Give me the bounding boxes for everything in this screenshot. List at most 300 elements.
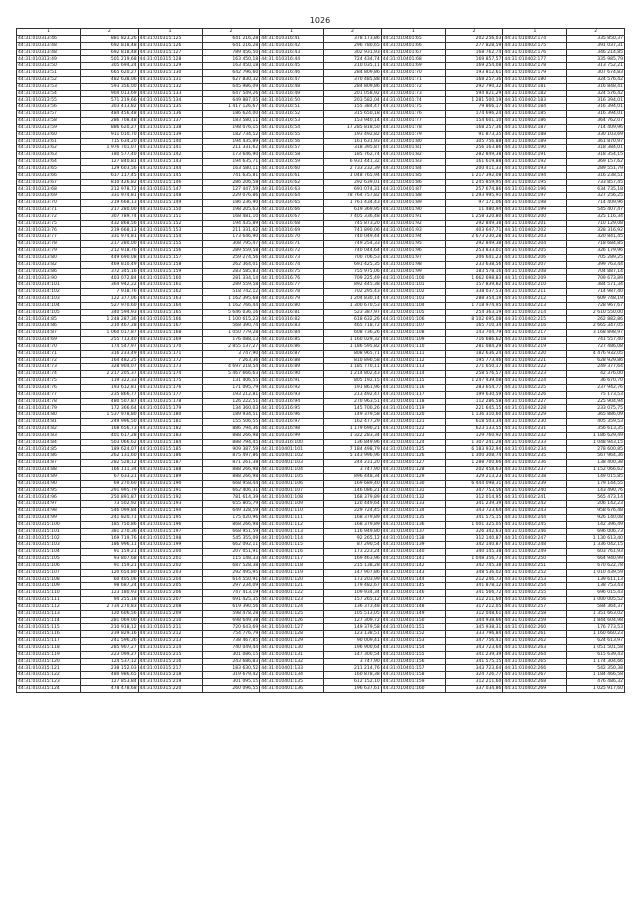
cadastral-value-cell: 542 350,38 bbox=[567, 665, 625, 672]
cadastral-number-cell: 44:31:010315:201 bbox=[138, 555, 202, 562]
cadastral-value-cell: 662 092,11 bbox=[202, 542, 260, 549]
cadastral-value-cell: 700 706,53 bbox=[324, 254, 382, 261]
cadastral-value-cell: 193 212,81 bbox=[202, 391, 260, 398]
header-cell: 2 bbox=[324, 29, 382, 36]
cadastral-value-cell: 710 129,08 bbox=[567, 220, 625, 227]
cadastral-value-cell: 1 293 995,91 bbox=[445, 193, 503, 200]
cadastral-number-cell: 44:31:010316:100 bbox=[260, 439, 324, 446]
cadastral-number-cell: 44:31:010401:134 bbox=[260, 672, 324, 679]
cadastral-value-cell: 136 849,96 bbox=[324, 439, 382, 446]
cadastral-number-cell: 44:31:010315:107 bbox=[17, 569, 81, 576]
table-row bbox=[17, 323, 625, 330]
cadastral-value-cell: 11 480,94 bbox=[445, 206, 503, 213]
cadastral-value-cell: 318 395,87 bbox=[324, 145, 382, 152]
cadastral-number-cell: 44:31:010402:253 bbox=[503, 576, 567, 583]
cadastral-number-cell: 44:31:010402:235 bbox=[503, 453, 567, 460]
cadastral-number-cell: 44:31:010315:135 bbox=[138, 104, 202, 111]
cadastral-value-cell: 147 300,54 bbox=[324, 651, 382, 658]
cadastral-value-cell: 161 619,88 bbox=[445, 159, 503, 166]
cadastral-value-cell: 301 086,15 bbox=[202, 651, 260, 658]
table-row bbox=[17, 70, 625, 77]
cadastral-value-cell: 169 857,57 bbox=[445, 56, 503, 63]
cadastral-number-cell: 44:31:010315:202 bbox=[138, 562, 202, 569]
cadastral-number-cell: 44:31:010315:200 bbox=[138, 549, 202, 556]
cadastral-number-cell: 44:31:010401:84 bbox=[381, 165, 445, 172]
cadastral-number-cell: 44:31:010315:219 bbox=[138, 679, 202, 686]
cadastral-value-cell: 160 878,38 bbox=[324, 672, 382, 679]
cadastral-value-cell: 316 238,51 bbox=[567, 172, 625, 179]
cadastral-value-cell: 212 918,76 bbox=[81, 248, 139, 255]
cadastral-number-cell: 44:31:010402:257 bbox=[503, 603, 567, 610]
cadastral-number-cell: 44:31:010402:260 bbox=[503, 624, 567, 631]
cadastral-value-cell: 281 334,14 bbox=[202, 275, 260, 282]
cadastral-value-cell: 193 812,61 bbox=[445, 70, 503, 77]
cadastral-number-cell: 44:31:010401:136 bbox=[381, 521, 445, 528]
table-row bbox=[17, 234, 625, 241]
cadastral-number-cell: 44:31:010401:140 bbox=[381, 549, 445, 556]
cadastral-value-cell: 253 833,01 bbox=[445, 248, 503, 255]
cadastral-number-cell: 44:31:010314:78 bbox=[17, 398, 81, 405]
cadastral-value-cell: 608 736,26 bbox=[324, 330, 382, 337]
cadastral-value-cell: 145 700,26 bbox=[324, 405, 382, 412]
cadastral-value-cell: 1 247 439,08 bbox=[445, 378, 503, 385]
cadastral-value-cell: 668 951,59 bbox=[202, 528, 260, 535]
cadastral-value-cell: 1 976 701,07 bbox=[81, 145, 139, 152]
cadastral-value-cell: 168 379,89 bbox=[324, 521, 382, 528]
cadastral-number-cell: 44:31:010315:132 bbox=[138, 83, 202, 90]
cadastral-number-cell: 44:31:010402:174 bbox=[503, 35, 567, 42]
cadastral-value-cell: 1 060 017,87 bbox=[81, 330, 139, 337]
cadastral-number-cell: 44:31:010401:150 bbox=[381, 617, 445, 624]
cadastral-number-cell: 44:31:010401:108 bbox=[260, 494, 324, 501]
cadastral-value-cell: 143 704,79 bbox=[445, 330, 503, 337]
cadastral-value-cell: 90 009,41 bbox=[324, 638, 382, 645]
cadastral-value-cell: 235 866,77 bbox=[81, 391, 139, 398]
cadastral-number-cell: 44:31:010314:87 bbox=[17, 460, 81, 467]
cadastral-number-cell: 44:31:010401:135 bbox=[260, 679, 324, 686]
cadastral-value-cell: 702 295,43 bbox=[324, 289, 382, 296]
cadastral-number-cell: 44:31:010314:80 bbox=[17, 412, 81, 419]
cadastral-value-cell: 345 938,31 bbox=[445, 624, 503, 631]
cadastral-value-cell: 449 690,08 bbox=[81, 254, 139, 261]
cadastral-number-cell: 44:31:010402:189 bbox=[503, 138, 567, 145]
cadastral-number-cell: 44:31:010401:74 bbox=[381, 97, 445, 104]
table-row bbox=[17, 254, 625, 261]
cadastral-value-cell: 480 507,87 bbox=[81, 398, 139, 405]
cadastral-number-cell: 44:31:010315:157 bbox=[138, 254, 202, 261]
cadastral-value-cell: 157 839,82 bbox=[445, 282, 503, 289]
cadastral-number-cell: 44:31:010402:237 bbox=[503, 467, 567, 474]
table-row bbox=[17, 638, 625, 645]
cadastral-value-cell: 584 364,37 bbox=[567, 603, 625, 610]
cadastral-value-cell: 286 708,48 bbox=[81, 117, 139, 124]
cadastral-number-cell: 44:31:010401:124 bbox=[381, 439, 445, 446]
table-row bbox=[17, 104, 625, 111]
cadastral-number-cell: 44:31:010315:105 bbox=[17, 555, 81, 562]
cadastral-value-cell: 330 103,69 bbox=[567, 131, 625, 138]
cadastral-value-cell: 691 425,35 bbox=[202, 597, 260, 604]
cadastral-value-cell: 211 214,76 bbox=[324, 665, 382, 672]
cadastral-value-cell: 161 631,93 bbox=[324, 138, 382, 145]
cadastral-value-cell: 545 355,09 bbox=[202, 535, 260, 542]
cadastral-value-cell: 664 940,99 bbox=[567, 555, 625, 562]
cadastral-value-cell: 157 265,12 bbox=[324, 597, 382, 604]
cadastral-value-cell: 1 204 830,14 bbox=[324, 295, 382, 302]
table-row bbox=[17, 282, 625, 289]
cadastral-number-cell: 44:31:010402:206 bbox=[503, 254, 567, 261]
cadastral-value-cell: 1 336 042,15 bbox=[567, 542, 625, 549]
cadastral-number-cell: 44:31:010401:86 bbox=[381, 179, 445, 186]
cadastral-value-cell: 123 138,51 bbox=[324, 631, 382, 638]
cadastral-number-cell: 44:31:010401:157 bbox=[381, 665, 445, 672]
cadastral-number-cell: 44:31:010315:169 bbox=[138, 336, 202, 343]
cadastral-number-cell: 44:31:010315:152 bbox=[138, 220, 202, 227]
cadastral-value-cell: 714 409,96 bbox=[567, 200, 625, 207]
cadastral-number-cell: 44:31:010315:212 bbox=[138, 631, 202, 638]
cadastral-value-cell: 1 152 066,62 bbox=[567, 467, 625, 474]
cadastral-value-cell: 333 796,84 bbox=[445, 631, 503, 638]
cadastral-value-cell: 691 425,35 bbox=[324, 261, 382, 268]
cadastral-number-cell: 44:31:010401:117 bbox=[381, 391, 445, 398]
cadastral-value-cell: 196 637,61 bbox=[324, 686, 382, 693]
cadastral-number-cell: 44:31:010316:84 bbox=[260, 330, 324, 337]
cadastral-number-cell: 44:31:010316:59 bbox=[260, 159, 324, 166]
cadastral-number-cell: 44:31:010316:78 bbox=[260, 289, 324, 296]
cadastral-number-cell: 44:31:010316:75 bbox=[260, 268, 324, 275]
cadastral-value-cell: 297 234,09 bbox=[202, 583, 260, 590]
cadastral-value-cell: 127 447,59 bbox=[202, 186, 260, 193]
table-row bbox=[17, 350, 625, 357]
cadastral-number-cell: 44:31:010316:56 bbox=[260, 138, 324, 145]
header-cell: 1 bbox=[381, 29, 445, 36]
cadastral-value-cell: 348 536,02 bbox=[445, 569, 503, 576]
cadastral-value-cell: 6 183 932,94 bbox=[445, 446, 503, 453]
cadastral-value-cell: 138 400,38 bbox=[567, 460, 625, 467]
cadastral-value-cell: 219 668,13 bbox=[81, 227, 139, 234]
cadastral-value-cell: 244 231,20 bbox=[324, 460, 382, 467]
cadastral-value-cell: 1 162 395,68 bbox=[202, 295, 260, 302]
cadastral-value-cell: 250 891,87 bbox=[81, 494, 139, 501]
cadastral-number-cell: 44:31:010315:187 bbox=[138, 460, 202, 467]
cadastral-value-cell: 203 582,04 bbox=[324, 97, 382, 104]
cadastral-value-cell: 174 696,24 bbox=[445, 111, 503, 118]
cadastral-number-cell: 44:31:010315:208 bbox=[138, 603, 202, 610]
cadastral-number-cell: 44:31:010402:234 bbox=[503, 446, 567, 453]
header-cell: 2 bbox=[202, 29, 260, 36]
header-cell: 1 bbox=[503, 29, 567, 36]
cadastral-number-cell: 44:31:010315:142 bbox=[138, 152, 202, 159]
cadastral-value-cell: 926 140,08 bbox=[567, 514, 625, 521]
cadastral-number-cell: 44:31:010401:88 bbox=[381, 193, 445, 200]
cadastral-value-cell: 337 034,86 bbox=[445, 686, 503, 693]
cadastral-number-cell: 44:31:010316:71 bbox=[260, 241, 324, 248]
cadastral-value-cell: 213 492,47 bbox=[324, 391, 382, 398]
cadastral-value-cell: 7 918,76 bbox=[81, 289, 139, 296]
table-row bbox=[17, 419, 625, 426]
cadastral-number-cell: 44:31:010316:66 bbox=[260, 206, 324, 213]
cadastral-value-cell: 1 537 978,80 bbox=[81, 412, 139, 419]
table-row bbox=[17, 521, 625, 528]
cadastral-number-cell: 44:31:010401:100 bbox=[381, 275, 445, 282]
cadastral-value-cell: 401 617,28 bbox=[81, 432, 139, 439]
cadastral-value-cell: 698 649,38 bbox=[202, 617, 260, 624]
table-row bbox=[17, 686, 625, 693]
cadastral-value-cell: 810 426,82 bbox=[81, 179, 139, 186]
cadastral-value-cell: 645 986,09 bbox=[202, 83, 260, 90]
cadastral-value-cell: 179 482,67 bbox=[324, 583, 382, 590]
cadastral-value-cell: 1 001 325,05 bbox=[445, 521, 503, 528]
cadastral-value-cell: 316 848,41 bbox=[567, 83, 625, 90]
header-cell: 1 bbox=[260, 29, 324, 36]
cadastral-value-cell: 183 578,16 bbox=[445, 268, 503, 275]
cadastral-value-cell: 649 887,05 bbox=[202, 97, 260, 104]
cadastral-number-cell: 44:31:010316:63 bbox=[260, 186, 324, 193]
cadastral-value-cell: 381 270,36 bbox=[81, 528, 139, 535]
cadastral-value-cell: 123 180,93 bbox=[81, 590, 139, 597]
cadastral-number-cell: 44:31:010401:131 bbox=[260, 651, 324, 658]
cadastral-number-cell: 44:31:010401:127 bbox=[260, 624, 324, 631]
cadastral-value-cell: 305 694,24 bbox=[81, 63, 139, 70]
cadastral-number-cell: 44:31:010315:220 bbox=[138, 686, 202, 693]
cadastral-number-cell: 44:31:010401:66 bbox=[381, 42, 445, 49]
cadastral-value-cell: 155 506,55 bbox=[202, 419, 260, 426]
cadastral-number-cell: 44:31:010402:197 bbox=[503, 193, 567, 200]
cadastral-value-cell: 193 492,82 bbox=[324, 131, 382, 138]
cadastral-value-cell: 5 467 666,63 bbox=[202, 371, 260, 378]
cadastral-value-cell: 206 142,23 bbox=[567, 501, 625, 508]
table-row bbox=[17, 597, 625, 604]
cadastral-value-cell: 593 356,00 bbox=[81, 83, 139, 90]
cadastral-value-cell: 211 331,62 bbox=[202, 227, 260, 234]
cadastral-value-cell: 292 849,38 bbox=[445, 220, 503, 227]
cadastral-number-cell: 44:31:010402:229 bbox=[503, 412, 567, 419]
cadastral-value-cell: 692 818,48 bbox=[81, 49, 139, 56]
cadastral-number-cell: 44:31:010401:121 bbox=[381, 419, 445, 426]
cadastral-number-cell: 44:31:010316:49 bbox=[260, 90, 324, 97]
cadastral-number-cell: 44:31:010402:180 bbox=[503, 76, 567, 83]
cadastral-value-cell: 501 219,68 bbox=[81, 56, 139, 63]
cadastral-value-cell: 326 342,63 bbox=[445, 528, 503, 535]
cadastral-number-cell: 44:31:010315:141 bbox=[138, 145, 202, 152]
cadastral-value-cell: 288 354,19 bbox=[445, 295, 503, 302]
cadastral-value-cell: 5 143 996,96 bbox=[324, 453, 382, 460]
cadastral-value-cell: 146 086,21 bbox=[324, 487, 382, 494]
cadastral-number-cell: 44:31:010401:102 bbox=[381, 289, 445, 296]
cadastral-value-cell: 129 760,92 bbox=[445, 432, 503, 439]
table-row bbox=[17, 200, 625, 207]
cadastral-number-cell: 44:31:010402:204 bbox=[503, 241, 567, 248]
cadastral-value-cell: 364 762,07 bbox=[567, 117, 625, 124]
cadastral-number-cell: 44:31:010401:65 bbox=[381, 35, 445, 42]
cadastral-value-cell: 162 477,29 bbox=[324, 419, 382, 426]
cadastral-number-cell: 44:31:010314:99 bbox=[17, 514, 81, 521]
cadastral-value-cell: 212 978,72 bbox=[81, 186, 139, 193]
cadastral-value-cell: 97 171,06 bbox=[445, 200, 503, 207]
cadastral-value-cell: 174 547,97 bbox=[81, 343, 139, 350]
cadastral-value-cell: 254 363,19 bbox=[445, 309, 503, 316]
table-row bbox=[17, 501, 625, 508]
cadastral-value-cell: 194 435,89 bbox=[202, 220, 260, 227]
cadastral-number-cell: 44:31:010401:116 bbox=[260, 549, 324, 556]
cadastral-number-cell: 44:31:010401:118 bbox=[260, 562, 324, 569]
cadastral-value-cell: 1 351 663,02 bbox=[567, 610, 625, 617]
cadastral-value-cell: 260 096,55 bbox=[202, 686, 260, 693]
cadastral-number-cell: 44:31:010313:50 bbox=[17, 63, 81, 70]
cadastral-number-cell: 44:31:010315:113 bbox=[17, 610, 81, 617]
cadastral-number-cell: 44:31:010401:135 bbox=[381, 514, 445, 521]
cadastral-number-cell: 44:31:010315:190 bbox=[138, 480, 202, 487]
cadastral-value-cell: 168 379,89 bbox=[324, 494, 382, 501]
cadastral-number-cell: 44:31:010402:259 bbox=[503, 617, 567, 624]
cadastral-number-cell: 44:31:010316:42 bbox=[260, 42, 324, 49]
header-cell: 2 bbox=[81, 29, 139, 36]
cadastral-value-cell: 808 965,71 bbox=[324, 350, 382, 357]
cadastral-value-cell: 655 805,79 bbox=[202, 501, 260, 508]
cadastral-number-cell: 44:31:010402:181 bbox=[503, 83, 567, 90]
cadastral-value-cell: 210 918,12 bbox=[81, 624, 139, 631]
cadastral-number-cell: 44:31:010316:89 bbox=[260, 364, 324, 371]
cadastral-number-cell: 44:31:010314:71 bbox=[17, 350, 81, 357]
table-row bbox=[17, 473, 625, 480]
cadastral-number-cell: 44:31:010402:219 bbox=[503, 343, 567, 350]
cadastral-value-cell: 733 857,45 bbox=[567, 179, 625, 186]
cadastral-number-cell: 44:31:010401:107 bbox=[381, 323, 445, 330]
cadastral-number-cell: 44:31:010316:47 bbox=[260, 76, 324, 83]
cadastral-number-cell: 44:31:010313:62 bbox=[17, 145, 81, 152]
cadastral-number-cell: 44:31:010401:99 bbox=[381, 268, 445, 275]
cadastral-number-cell: 44:31:010401:112 bbox=[381, 357, 445, 364]
cadastral-number-cell: 44:31:010401:125 bbox=[260, 610, 324, 617]
cadastral-value-cell: 308 795,47 bbox=[202, 241, 260, 248]
cadastral-value-cell: 329 213,23 bbox=[445, 473, 503, 480]
cadastral-number-cell: 44:31:010316:80 bbox=[260, 302, 324, 309]
cadastral-value-cell: 2 734 270,83 bbox=[81, 603, 139, 610]
table-row bbox=[17, 35, 625, 42]
cadastral-value-cell: 168 656,73 bbox=[81, 425, 139, 432]
table-row bbox=[17, 309, 625, 316]
cadastral-number-cell: 44:31:010313:55 bbox=[17, 97, 81, 104]
cadastral-number-cell: 44:31:010315:156 bbox=[138, 248, 202, 255]
cadastral-number-cell: 44:31:010401:122 bbox=[260, 590, 324, 597]
cadastral-value-cell: 627 830,32 bbox=[202, 76, 260, 83]
cadastral-value-cell: 164 482,25 bbox=[81, 357, 139, 364]
cadastral-number-cell: 44:31:010315:195 bbox=[138, 514, 202, 521]
cadastral-value-cell: 169 463,96 bbox=[324, 555, 382, 562]
cadastral-value-cell: 237 942,76 bbox=[567, 384, 625, 391]
cadastral-value-cell: 109 934,34 bbox=[324, 590, 382, 597]
cadastral-number-cell: 44:31:010315:124 bbox=[17, 686, 81, 693]
cadastral-number-cell: 44:31:010316:82 bbox=[260, 316, 324, 323]
cadastral-value-cell: 241 820,71 bbox=[81, 514, 139, 521]
cadastral-number-cell: 44:31:010401:154 bbox=[381, 644, 445, 651]
cadastral-number-cell: 44:31:010315:181 bbox=[138, 419, 202, 426]
cadastral-number-cell: 44:31:010402:184 bbox=[503, 104, 567, 111]
cadastral-number-cell: 44:31:010313:72 bbox=[17, 213, 81, 220]
cadastral-value-cell: 1 281 500,19 bbox=[445, 97, 503, 104]
cadastral-number-cell: 44:31:010401:90 bbox=[381, 206, 445, 213]
cadastral-number-cell: 44:31:010314:69 bbox=[17, 336, 81, 343]
cadastral-number-cell: 44:31:010401:144 bbox=[381, 576, 445, 583]
cadastral-number-cell: 44:31:010315:197 bbox=[138, 528, 202, 535]
cadastral-number-cell: 44:31:010313:69 bbox=[17, 193, 81, 200]
cadastral-value-cell: 198 205,63 bbox=[202, 206, 260, 213]
cadastral-number-cell: 44:31:010402:269 bbox=[503, 686, 567, 693]
cadastral-number-cell: 44:31:010316:69 bbox=[260, 227, 324, 234]
cadastral-number-cell: 44:31:010402:264 bbox=[503, 651, 567, 658]
cadastral-value-cell: 186 236,90 bbox=[202, 200, 260, 207]
cadastral-number-cell: 44:31:010313:49 bbox=[17, 56, 81, 63]
cadastral-value-cell: 1 136 310,60 bbox=[445, 412, 503, 419]
cadastral-number-cell: 44:31:010315:151 bbox=[138, 213, 202, 220]
cadastral-number-cell: 44:31:010315:215 bbox=[138, 651, 202, 658]
table-row bbox=[17, 268, 625, 275]
cadastral-number-cell: 44:31:010313:75 bbox=[17, 220, 81, 227]
cadastral-value-cell: 482 638,06 bbox=[81, 76, 139, 83]
cadastral-value-cell: 343 723,64 bbox=[445, 665, 503, 672]
cadastral-value-cell: 180 577,40 bbox=[81, 152, 139, 159]
cadastral-number-cell: 44:31:010313:63 bbox=[17, 152, 81, 159]
cadastral-number-cell: 44:31:010316:95 bbox=[260, 405, 324, 412]
cadastral-value-cell: 200 411,33 bbox=[445, 165, 503, 172]
table-row bbox=[17, 206, 625, 213]
cadastral-value-cell: 91 159,21 bbox=[81, 549, 139, 556]
cadastral-value-cell: 342 140,87 bbox=[445, 542, 503, 549]
cadastral-value-cell: 183 580,11 bbox=[202, 117, 260, 124]
cadastral-value-cell: 886 620,27 bbox=[81, 124, 139, 131]
cadastral-number-cell: 44:31:010315:109 bbox=[17, 583, 81, 590]
cadastral-number-cell: 44:31:010315:133 bbox=[138, 90, 202, 97]
cadastral-number-cell: 44:31:010401:115 bbox=[260, 542, 324, 549]
cadastral-number-cell: 44:31:010314:81 bbox=[17, 419, 81, 426]
cadastral-number-cell: 44:31:010315:199 bbox=[138, 542, 202, 549]
cadastral-value-cell: 718 684,85 bbox=[567, 241, 625, 248]
cadastral-number-cell: 44:31:010401:114 bbox=[381, 371, 445, 378]
cadastral-number-cell: 44:31:010315:144 bbox=[138, 165, 202, 172]
cadastral-number-cell: 44:31:010401:139 bbox=[381, 542, 445, 549]
cadastral-number-cell: 44:31:010401:87 bbox=[381, 186, 445, 193]
cadastral-number-cell: 44:31:010402:190 bbox=[503, 145, 567, 152]
cadastral-number-cell: 44:31:010402:258 bbox=[503, 610, 567, 617]
cadastral-value-cell: 2 665 347,05 bbox=[567, 323, 625, 330]
cadastral-number-cell: 44:31:010315:106 bbox=[17, 562, 81, 569]
cadastral-number-cell: 44:31:010313:76 bbox=[17, 227, 81, 234]
cadastral-number-cell: 44:31:010401:104 bbox=[260, 467, 324, 474]
cadastral-value-cell: 282 849,38 bbox=[445, 152, 503, 159]
cadastral-value-cell: 709 673,89 bbox=[567, 275, 625, 282]
cadastral-number-cell: 44:31:010401:120 bbox=[381, 412, 445, 419]
cadastral-value-cell: 324 726,77 bbox=[445, 672, 503, 679]
cadastral-value-cell: 1 307 241,28 bbox=[445, 439, 503, 446]
cadastral-number-cell: 44:31:010401:119 bbox=[260, 569, 324, 576]
cadastral-value-cell: 262 882,86 bbox=[567, 316, 625, 323]
cadastral-number-cell: 44:31:010315:129 bbox=[138, 63, 202, 70]
cadastral-value-cell: 1 048 943,15 bbox=[567, 439, 625, 446]
cadastral-number-cell: 44:31:010314:73 bbox=[17, 364, 81, 371]
cadastral-number-cell: 44:31:010401:104 bbox=[381, 302, 445, 309]
cadastral-number-cell: 44:31:010402:223 bbox=[503, 371, 567, 378]
cadastral-number-cell: 44:31:010402:250 bbox=[503, 555, 567, 562]
cadastral-number-cell: 44:31:010315:160 bbox=[138, 275, 202, 282]
cadastral-value-cell: 805 192,15 bbox=[324, 378, 382, 385]
cadastral-value-cell: 628 929,86 bbox=[567, 357, 625, 364]
cadastral-number-cell: 44:31:010401:143 bbox=[381, 569, 445, 576]
cadastral-number-cell: 44:31:010314:103 bbox=[17, 295, 81, 302]
cadastral-number-cell: 44:31:010402:194 bbox=[503, 172, 567, 179]
table-row bbox=[17, 576, 625, 583]
cadastral-number-cell: 44:31:010402:251 bbox=[503, 562, 567, 569]
cadastral-value-cell: 105 513,05 bbox=[324, 610, 382, 617]
cadastral-value-cell: 958 676,48 bbox=[567, 508, 625, 515]
